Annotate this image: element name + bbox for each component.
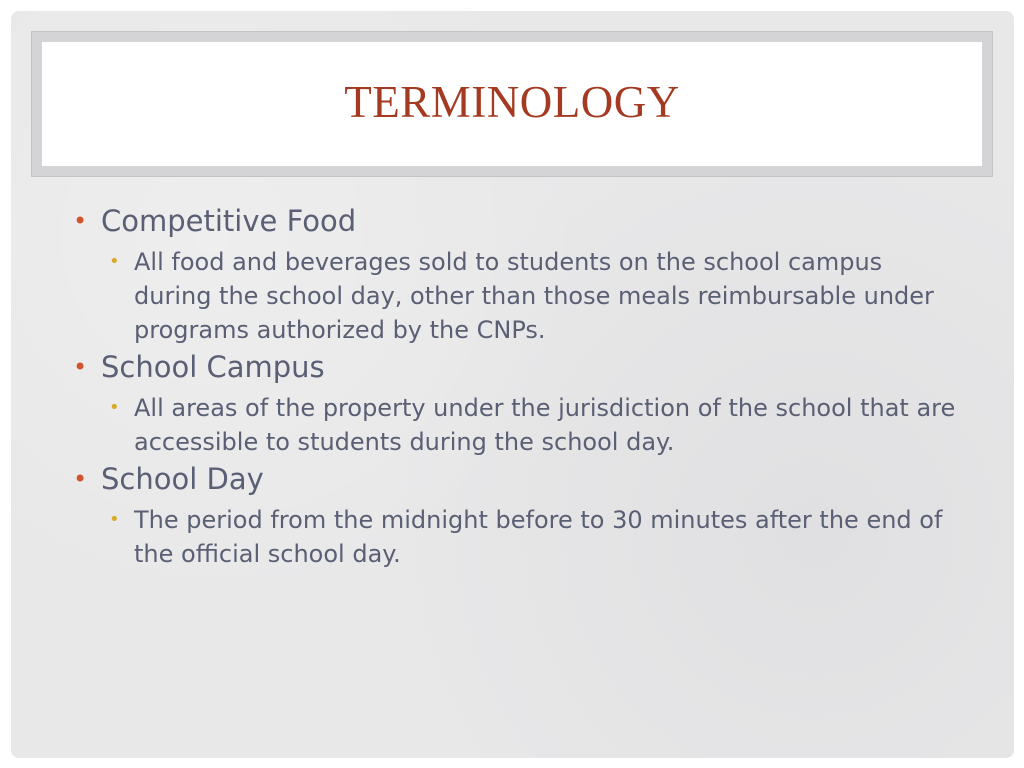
slide <box>11 11 1014 758</box>
bullet-icon: • <box>109 397 120 418</box>
term-label: School Campus <box>101 350 325 384</box>
term-item-school-campus <box>71 347 961 459</box>
term-item-competitive-food <box>71 201 961 347</box>
term-line <box>71 459 961 499</box>
definition-text: All areas of the property under the jurisdiction of the school that are accessible to students during the school day. <box>134 394 956 456</box>
definition-text: The period from the midnight before to 30 minutes after the end of the official school day. <box>134 506 943 568</box>
definition-line <box>71 245 961 347</box>
term-label: Competitive Food <box>101 204 357 238</box>
bullet-icon: • <box>73 207 88 235</box>
term-line <box>71 201 961 241</box>
bullet-icon: • <box>73 353 88 381</box>
bullet-icon: • <box>109 509 120 530</box>
definition-text: All food and beverages sold to students on the school campus during the school day, other than those meals reimbursable under programs authorized by the CNPs. <box>134 248 934 344</box>
definition-line <box>71 391 961 459</box>
content-area <box>71 201 961 571</box>
term-label: School Day <box>101 462 264 496</box>
bullet-icon: • <box>109 251 120 272</box>
term-line <box>71 347 961 387</box>
title-frame <box>31 31 993 177</box>
bullet-icon: • <box>73 465 88 493</box>
term-item-school-day <box>71 459 961 571</box>
slide-title: TERMINOLOGY <box>344 76 680 127</box>
definition-line <box>71 503 961 571</box>
title-box <box>42 42 982 166</box>
